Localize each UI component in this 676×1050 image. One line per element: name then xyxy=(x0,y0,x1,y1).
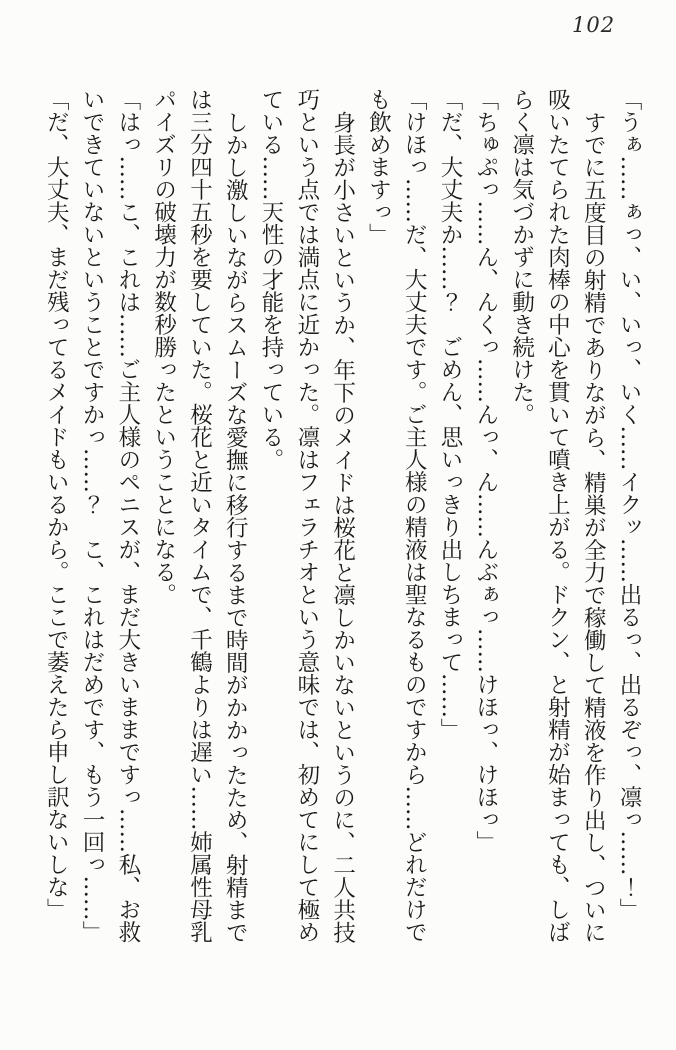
paragraph-dialogue: 「だ、大丈夫か……？ ごめん、思いっきり出しちまって……」 xyxy=(437,88,464,741)
paragraph-dialogue: 「ちゅぷっ……ん、んくっ……んっ、ん……んぶぁっ……けほっ、けほっ」 xyxy=(472,88,499,853)
paragraph-dialogue: 「けほっ……だ、大丈夫です。ご主人様の精液は聖なるものですから……どれだけでも飲めますっ」 xyxy=(365,88,428,943)
paragraph-narrative: 身長が小さいというか、年下のメイドは桜花と凛しかいないというのに、二人共技巧という点では満点に近かった。凛はフェラチオという意味では、初めてにして極めている……天性の才能を持っている。 xyxy=(258,88,356,943)
text-body xyxy=(37,88,646,944)
paragraph-narrative: すでに五度目の射精でありながら、精巣が全力で稼働して精液を作り出し、ついに吸いたてられた肉棒の中心を貫いて噴き上がる。ドクン、と射精が始まっても、しばらく凛は気づかずに動き続けた。 xyxy=(508,88,607,943)
page-number: 102 xyxy=(572,13,616,37)
paragraph-dialogue: 「うぁ……ぁっ、い、いっ、いく……イクッ……出るっ、出るぞっ、凛っ……！」 xyxy=(616,88,642,921)
paragraph-narrative: しかし激しいながらスムーズな愛撫に移行するまで時間がかかったため、射精までは三分四十五秒を要していた。桜花と近いタイムで、千鶴よりは遅い……姉属性母乳パイズリの破壊力が数秒勝ったということになる。 xyxy=(150,88,249,943)
paragraph-dialogue: 「だ、大丈夫、まだ残ってるメイドもいるから。ここで萎えたら申し訳ないしな」 xyxy=(43,88,70,921)
paragraph-dialogue: 「はっ……こ、これは……ご主人様のペニスが、まだ大きいままですっ……私、お救いできていないということですかっ……？ こ、これはだめです、もう一回っ……」 xyxy=(79,88,141,943)
